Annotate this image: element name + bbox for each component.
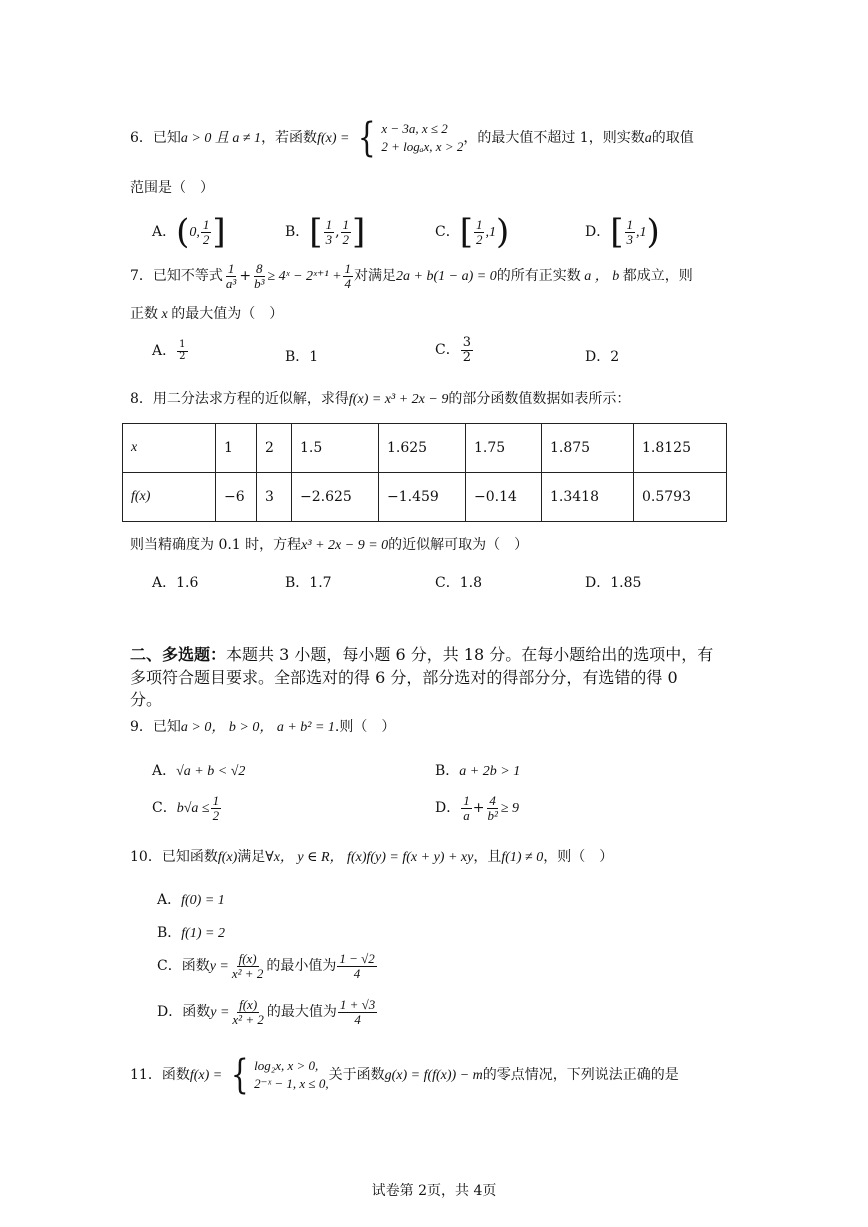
q6-case1: x − 3a, x ≤ 2: [381, 121, 448, 137]
fraction: [625, 218, 636, 246]
q6-option-a[interactable]: [152, 212, 226, 252]
q8-option-a[interactable]: [152, 572, 198, 592]
fraction: [177, 340, 187, 362]
option-label: D．: [585, 224, 611, 240]
fraction: $\frac{1}{4}$: [344, 261, 352, 291]
q8-function: f(x) = x³ + 2x − 9: [348, 392, 449, 407]
option-label: C．: [157, 958, 182, 975]
fraction: [230, 952, 265, 980]
q9-option-d[interactable]: D． $\frac{1}{a}$ + $\frac{4}{\text{b²}}$ ≥ 9: [435, 793, 520, 823]
option-label: D．: [435, 800, 461, 817]
denominator: 2: [212, 807, 220, 823]
fraction: [337, 952, 376, 980]
q6-text: 范围是（ ）: [130, 180, 214, 196]
denominator: 2: [462, 349, 471, 365]
q10-text: 满足: [237, 849, 266, 865]
question-number: 10．: [130, 849, 162, 865]
q7-inequality: ≥ 4ˣ − 2ˣ⁺¹ +: [267, 269, 342, 285]
q10-option-c[interactable]: [157, 952, 378, 980]
bracket: (: [176, 212, 190, 252]
option-label: B．: [285, 575, 310, 591]
q11-case1: log₂x, x > 0,: [254, 1058, 319, 1074]
table-cell: 1.3418: [542, 473, 634, 522]
fraction: $\frac{8}{\text{b³}}$: [254, 261, 265, 291]
q9-option-a[interactable]: [152, 760, 245, 780]
option-label: A．: [157, 892, 182, 908]
q7-option-b[interactable]: [285, 346, 318, 366]
q8-line1: [130, 391, 630, 409]
q8-text: 的部分函数值数据如表所示：: [448, 391, 631, 407]
q8-text: 的近似解可取为（ ）: [388, 537, 529, 553]
q10-condition: ∀x， y ∈ R， f(x)f(y) = f(x + y) + xy: [265, 850, 474, 865]
q7-line2: 正数 x 的最大值为（ ）: [130, 306, 284, 322]
numerator: 1: [325, 216, 333, 232]
numerator: 1 + √3: [339, 997, 376, 1012]
q11-function: f(x) =: [189, 1068, 223, 1083]
table-cell: −1.459: [379, 473, 466, 522]
option-value: 2: [610, 349, 620, 365]
q6-option-c[interactable]: [435, 212, 510, 252]
option-value: 1.6: [176, 575, 199, 591]
fraction: [230, 998, 265, 1026]
option-value: f(0) = 1: [181, 893, 225, 908]
bracket: ]: [212, 212, 226, 252]
q10-option-b[interactable]: [157, 922, 225, 942]
q10-option-a[interactable]: [157, 889, 225, 909]
option-label: B．: [157, 925, 182, 941]
section2-line2: [130, 668, 678, 688]
fraction: [474, 218, 485, 246]
section2-line1: [130, 645, 713, 665]
denominator: 2: [179, 350, 186, 362]
fraction: [201, 218, 212, 246]
option-value: y =: [209, 959, 229, 975]
option-label: D．: [157, 1004, 183, 1021]
numerator: 1: [179, 339, 186, 350]
q6-text: 的取值: [651, 130, 694, 146]
option-value: f(1) = 2: [181, 926, 225, 941]
q11-text: 的零点情况，下列说法正确的是: [482, 1067, 679, 1083]
question-number: 11．: [130, 1067, 162, 1083]
option-label: B．: [285, 224, 310, 240]
option-text: 的最小值为: [266, 958, 337, 975]
bracket: [: [459, 212, 473, 252]
option-value: 1.85: [610, 575, 642, 591]
bracket: ]: [352, 212, 366, 252]
q9-text: .则（ ）: [334, 719, 396, 735]
fraction: $\frac{1}{a}$: [463, 793, 470, 823]
question-number: 9．: [130, 719, 153, 735]
q10-function: f(x): [217, 850, 238, 865]
denominator: 4: [354, 1011, 361, 1027]
table-row: [123, 424, 727, 473]
q11-function: g(x) = f(f(x)) − m: [384, 1068, 483, 1083]
q6-case2: 2 + logₐx, x > 2: [381, 139, 464, 154]
denominator: 2: [475, 231, 483, 247]
section-instructions: 分。: [130, 690, 163, 709]
table-cell: 1.625: [379, 424, 466, 473]
q10-condition: f(1) ≠ 0: [501, 850, 544, 865]
q8-line2: [130, 537, 528, 555]
q10-text: 已知函数: [161, 849, 218, 865]
question-number: 7．: [130, 268, 153, 285]
q10-text: ，则（ ）: [543, 849, 614, 865]
q10-line1: [130, 849, 613, 867]
q7-text: 已知不等式: [152, 268, 223, 285]
option-label: C．: [435, 224, 460, 240]
q6-piecewise: { x − 3a, x ≤ 2 2 + logₐx, x > 2: [357, 115, 464, 161]
q7-text: 的最大值为（ ）: [171, 306, 284, 322]
q8-equation: x³ + 2x − 9 = 0: [301, 538, 389, 553]
option-value: 1: [309, 349, 319, 365]
bracket: ): [646, 212, 660, 252]
option-value: a + 2b > 1: [459, 764, 521, 779]
q9-option-b[interactable]: [435, 760, 520, 780]
table-row: [123, 473, 727, 522]
option-text: 的最大值为: [266, 1004, 337, 1021]
q7-line1: 7．已知不等式 $\frac{1}{\text{a³}}$ + $\frac{8}{\text{b³}}$ ≥ 4ˣ − 2ˣ⁺¹ + $\frac{1}{4}$ 对满足2a + b(1 − a) = 0的所有正实数 a ， b 都成立，则: [130, 261, 693, 291]
table-cell: 1.875: [542, 424, 634, 473]
q7-text: 都成立，则: [622, 268, 693, 285]
table-cell: x: [123, 424, 216, 473]
q7-text: 正数: [130, 306, 158, 322]
option-label: B．: [435, 763, 460, 779]
section2-line3: [130, 690, 162, 710]
q8-option-d[interactable]: [585, 572, 641, 592]
option-label: A．: [152, 343, 177, 359]
option-label: C．: [152, 800, 177, 817]
bracket: [: [610, 212, 624, 252]
section-instructions: 本题共 3 小题，每小题 6 分，共 18 分。在每小题给出的选项中，有: [226, 645, 714, 664]
option-value: ≥ 9: [500, 801, 520, 817]
q8-option-c[interactable]: [435, 572, 482, 592]
q10-text: ，且: [473, 849, 502, 865]
table-cell: 0.5793: [634, 473, 727, 522]
fraction: [461, 336, 473, 364]
question-number: 8．: [130, 391, 153, 407]
q11-piecewise: { log₂x, x > 0, 2⁻ˣ − 1, x ≤ 0,: [230, 1052, 329, 1098]
fraction: [211, 794, 222, 822]
q8-text: 则当精确度为 0.1 时，方程: [130, 537, 302, 553]
q9-text: 已知: [152, 719, 181, 735]
numerator: 3: [462, 335, 471, 350]
q6-function: f(x) =: [317, 131, 350, 146]
denominator: 3: [626, 231, 633, 247]
option-label: A．: [152, 763, 177, 779]
q6-line2: [130, 180, 214, 198]
bracket: ): [495, 212, 510, 252]
option-label: A．: [152, 575, 177, 591]
q9-condition: a > 0， b > 0， a + b² = 1: [180, 720, 335, 735]
q7-text: 对满足: [354, 268, 397, 285]
option-label: C．: [435, 342, 460, 359]
numerator: 1 − √2: [339, 951, 375, 966]
option-value: 1.8: [459, 575, 482, 591]
option-label: D．: [585, 349, 611, 365]
table-cell: −0.14: [466, 473, 542, 522]
table-cell: 1.8125: [634, 424, 727, 473]
table-cell: 3: [257, 473, 292, 522]
fraction: [341, 218, 352, 246]
denominator: 3: [325, 231, 333, 247]
denominator: 4: [353, 965, 361, 981]
option-value: b√a ≤: [176, 801, 210, 817]
table-cell: −2.625: [292, 473, 379, 522]
option-text: 函数: [182, 1004, 211, 1021]
numerator: f(x): [238, 951, 257, 966]
option-value: √a + b < √2: [176, 764, 246, 779]
option-label: B．: [285, 349, 310, 365]
q11-case2: 2⁻ˣ − 1, x ≤ 0,: [254, 1076, 329, 1091]
section-title: 二、多选题：: [130, 645, 227, 664]
q7-condition: 2a + b(1 − a) = 0: [396, 269, 497, 285]
q6-option-b[interactable]: B．[ $\frac{1}{3}$ , $\frac{1}{2}$ ]: [285, 212, 366, 252]
option-value: ,1: [485, 225, 496, 240]
fraction: $\frac{1}{\text{a³}}$: [225, 261, 237, 291]
q7-option-a[interactable]: [152, 340, 189, 362]
q6-line1: [130, 115, 694, 161]
option-value: 0,: [189, 225, 200, 240]
q11-text: 关于函数: [328, 1067, 385, 1083]
q6-text: 已知: [152, 130, 181, 146]
page-footer: 试卷第 2页，共 4页: [371, 1183, 497, 1199]
q6-option-d[interactable]: [585, 212, 660, 252]
option-value: y =: [210, 1005, 230, 1021]
q6-text: ，若函数: [261, 130, 318, 146]
denominator: x² + 2: [231, 965, 264, 981]
q11-text: 函数: [161, 1067, 190, 1083]
option-text: 函数: [181, 958, 210, 975]
q7-option-c[interactable]: [435, 336, 474, 364]
q9-option-c[interactable]: [152, 794, 222, 822]
q6-text: ，的最大值不超过 1，则实数: [463, 130, 645, 146]
numerator: 1: [202, 216, 210, 232]
option-value: 1.7: [309, 575, 332, 591]
table-cell: 2: [257, 424, 292, 473]
option-label: A．: [152, 224, 177, 240]
q8-text: 用二分法求方程的近似解，求得: [152, 391, 349, 407]
fraction: $\frac{4}{\text{b²}}$: [487, 793, 498, 823]
q10-option-d[interactable]: [157, 998, 378, 1026]
numerator: 1: [475, 216, 483, 232]
section-instructions: 多项符合题目要求。全部选对的得 6 分，部分选对的得部分分，有选错的得 0: [130, 668, 678, 687]
option-value: ,1: [636, 225, 647, 240]
values-table: [122, 423, 727, 522]
q6-condition: a > 0 且 a ≠ 1: [180, 131, 262, 146]
numerator: f(x): [239, 997, 258, 1012]
fraction: [338, 998, 377, 1026]
option-label: C．: [435, 575, 460, 591]
denominator: 2: [202, 231, 210, 247]
denominator: 2: [342, 231, 350, 247]
numerator: 1: [626, 216, 633, 232]
numerator: 1: [212, 793, 220, 808]
fraction: [324, 218, 335, 246]
table-cell: −6: [216, 473, 257, 522]
q6-var: a: [644, 131, 652, 146]
q9-line1: [130, 719, 395, 737]
q8-option-b[interactable]: [285, 572, 332, 592]
bracket: [: [309, 212, 323, 252]
denominator: x² + 2: [232, 1011, 264, 1027]
table-cell: f(x): [123, 473, 216, 522]
table-cell: 1: [216, 424, 257, 473]
option-label: D．: [585, 575, 611, 591]
numerator: 1: [342, 216, 350, 232]
q11-line1: [130, 1052, 679, 1098]
table-cell: 1.5: [292, 424, 379, 473]
question-number: 6．: [130, 130, 153, 146]
table-cell: 1.75: [466, 424, 542, 473]
q7-text: 的所有正实数: [496, 268, 581, 285]
q7-option-d[interactable]: [585, 346, 619, 366]
